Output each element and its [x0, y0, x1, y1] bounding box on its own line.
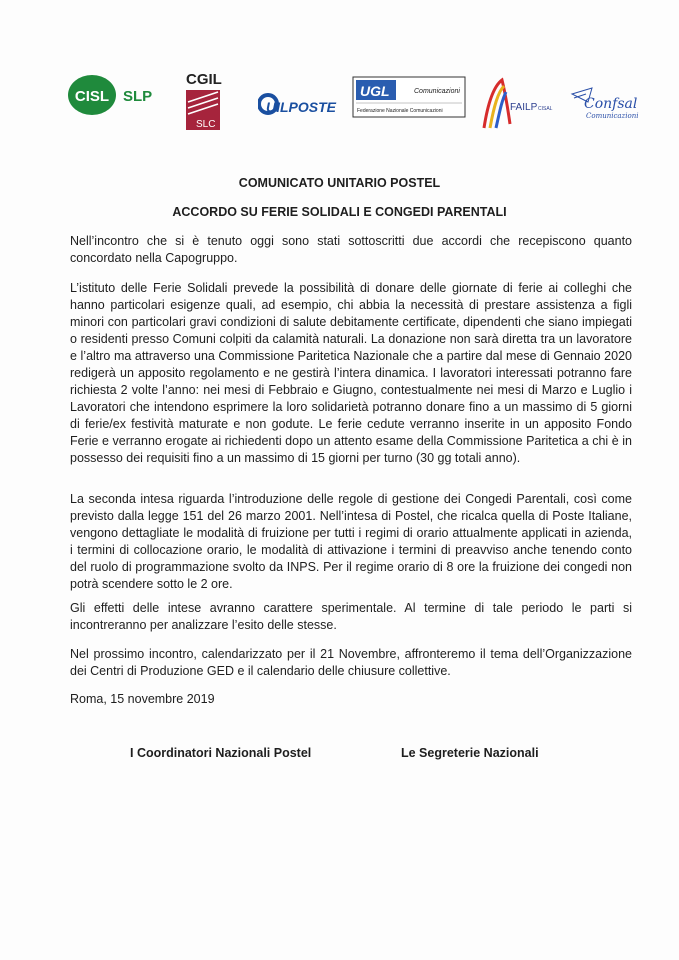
paragraph-intro: Nell’incontro che si è tenuto oggi sono stati sottoscritti due accordi che recepiscono quanto concordato nella Capogruppo. — [70, 234, 632, 265]
signature-segreterie: Le Segreterie Nazionali — [401, 746, 539, 760]
failp-cisal-logo — [480, 72, 554, 132]
union-logos — [68, 68, 643, 138]
uilposte-logo — [258, 82, 344, 122]
failp-logo-text: FAILP — [510, 102, 538, 113]
slp-logo-text: SLP — [123, 88, 153, 105]
cisl-slp-logo — [68, 74, 168, 116]
cisal-logo-text: CISAL — [538, 106, 553, 112]
uilposte-logo-text: UILPOSTE — [266, 99, 337, 115]
confsal-comunicazioni-text: Comunicazioni — [586, 112, 639, 120]
ugl-comunicazioni-text: Comunicazioni — [414, 88, 460, 95]
paragraph-effetti: Gli effetti delle intese avranno carattere sperimentale. Al termine di tale periodo le parti si incontreranno per analizzare l’esito delle stesse. — [70, 601, 632, 632]
ugl-federazione-text: Federazione Nazionale Comunicazioni — [357, 108, 443, 114]
confsal-logo-text: Confsal — [584, 96, 638, 112]
cgil-slc-logo — [184, 68, 238, 134]
ugl-logo-text: UGL — [360, 83, 390, 99]
paragraph-congedi-parentali: La seconda intesa riguarda l’introduzione delle regole di gestione dei Congedi Parentali, così come previsto dalla legge 151 del 26 marzo 2001. Nell’intesa di Postel, che ricalca quella di Poste Italiane, vengono dettagliate le modalità di fruizione per tutti i regimi di orario attualmente applicati in azienda, i termini di collocazione orario, le modalità di attivazione i termini di preavviso anche tenendo conto del ruolo di programmazione svolto da INPS. Per il regime orario di 8 ore la fruizione dei congedi non potrà scendere sotto le 2 ore. — [70, 492, 632, 591]
confsal-logo — [570, 84, 644, 124]
document-subtitle: ACCORDO SU FERIE SOLIDALI E CONGEDI PARENTALI — [172, 205, 507, 219]
document-date: Roma, 15 novembre 2019 — [70, 692, 215, 706]
signature-coordinatori: I Coordinatori Nazionali Postel — [130, 746, 312, 760]
slc-logo-text: SLC — [196, 119, 216, 130]
cisl-logo-text: CISL — [74, 88, 110, 105]
cgil-logo-text: CGIL — [186, 71, 222, 88]
paragraph-ferie-solidali: L’istituto delle Ferie Solidali prevede la possibilità di donare delle giornate di ferie ai colleghi che hanno particolari esigenze quali, ad esempio, chi abbia la necessità di prestare assistenza a figli minori con particolari gravi condizioni di salute debitamente certificate, dipendenti che siano impiegati o residenti presso Comuni colpiti da calamità naturali. La donazione non sarà diretta tra un lavoratore e l’altro ma attraverso una Commissione Paritetica Nazionale che a partire dal mese di Gennaio 2020 redigerà un apposito regolamento e ne gestirà l’intera dinamica. I lavoratori interessati potranno fare richiesta 2 volte l’anno: nei mesi di Febbraio e Giugno, contestualmente nei mesi di Marzo e Luglio i Lavoratori che intendono esprimere la loro solidarietà potranno donare fino a un massimo di 5 giorni di ferie/ex festività maturate e non godute. Le ferie cedute verranno inserite in un apposito Fondo Ferie e verranno erogate ai richiedenti dopo un attento esame della Commissione Paritetica a chi è in possesso dei requisiti fino a un massimo di 15 giorni per turno (30 gg totali anno). — [70, 281, 632, 465]
ugl-logo — [352, 76, 466, 118]
document-title: COMUNICATO UNITARIO POSTEL — [238, 176, 441, 190]
paragraph-prossimo-incontro: Nel prossimo incontro, calendarizzato per il 21 Novembre, affronteremo il tema dell’Organizzazione dei Centri di Produzione GED e il calendario delle chiusure collettive. — [70, 647, 632, 678]
